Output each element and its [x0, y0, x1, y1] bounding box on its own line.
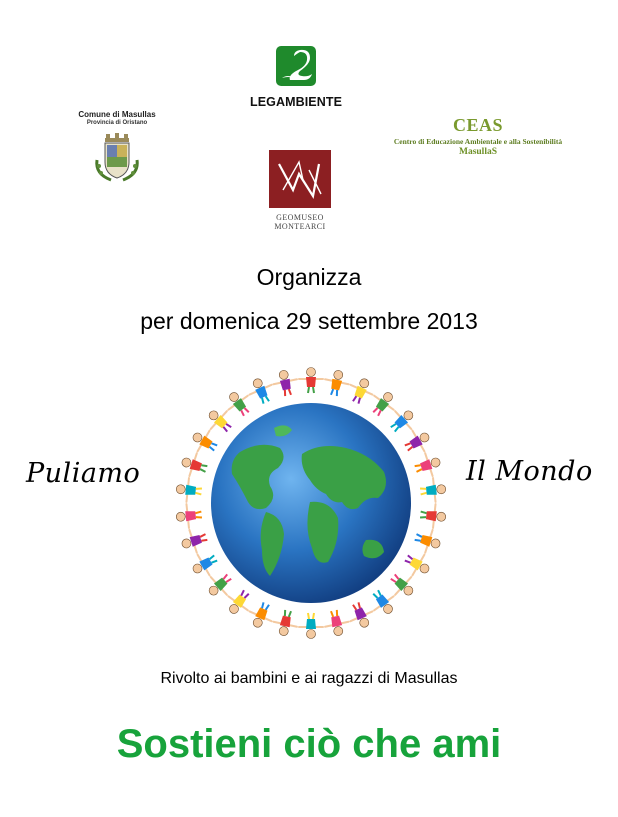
globe-illustration [170, 362, 452, 644]
child-figure-icon [412, 526, 444, 557]
legambiente-name: LEGAMBIENTE [249, 95, 343, 109]
ceas-subtitle: Centro di Educazione Ambientale e alla Sostenibilità [393, 137, 563, 146]
audience-text: Rivolto ai bambini e ai ragazzi di Masullas [160, 670, 458, 687]
title-left: Puliamo [26, 458, 141, 489]
organizza-text: Organizza [256, 264, 362, 290]
comune-logo [62, 110, 172, 184]
ceas-title: CEAS [452, 115, 503, 135]
child-figure-icon [412, 450, 444, 481]
geomuseo-line1: GEOMUSEO [276, 213, 324, 222]
geomuseo-line2: MONTEARCI [274, 222, 326, 231]
child-figure-icon [178, 526, 210, 557]
ceas-town: MasullaS [458, 147, 497, 157]
ceas-logo [372, 115, 584, 157]
child-figure-icon [188, 548, 222, 582]
child-figure-icon [245, 599, 277, 632]
green-swan-icon [274, 44, 318, 88]
child-figure-icon [222, 386, 256, 421]
child-figure-icon [400, 425, 434, 459]
child-figure-icon [175, 503, 203, 530]
child-figure-icon [366, 585, 400, 620]
child-figure-icon [299, 613, 323, 639]
child-figure-icon [366, 386, 400, 421]
coat-of-arms-icon [91, 132, 143, 184]
slogan-text: Sostieni ciò che ami [116, 722, 502, 766]
child-figure-icon [178, 450, 210, 481]
title-right: Il Mondo [466, 456, 593, 487]
child-figure-icon [188, 425, 222, 459]
globe-with-children-icon [170, 362, 452, 644]
child-figure-icon [175, 477, 203, 504]
child-figure-icon [322, 608, 351, 638]
child-figure-icon [345, 599, 377, 632]
geomuseo-logo [262, 150, 338, 231]
child-figure-icon [345, 374, 377, 407]
comune-province: Provincia di Oristano [86, 120, 148, 126]
child-figure-icon [299, 368, 323, 394]
child-figure-icon [271, 368, 300, 398]
child-figure-icon [400, 548, 434, 582]
geomuseo-mark-icon [269, 150, 331, 208]
child-figure-icon [271, 608, 300, 638]
child-figure-icon [322, 368, 351, 398]
child-figure-icon [419, 503, 447, 530]
child-figure-icon [222, 585, 256, 620]
child-figure-icon [245, 374, 277, 407]
comune-name: Comune di Masullas [78, 110, 156, 119]
child-figure-icon [419, 477, 447, 504]
legambiente-logo [240, 44, 352, 109]
event-date: per domenica 29 settembre 2013 [140, 308, 478, 334]
